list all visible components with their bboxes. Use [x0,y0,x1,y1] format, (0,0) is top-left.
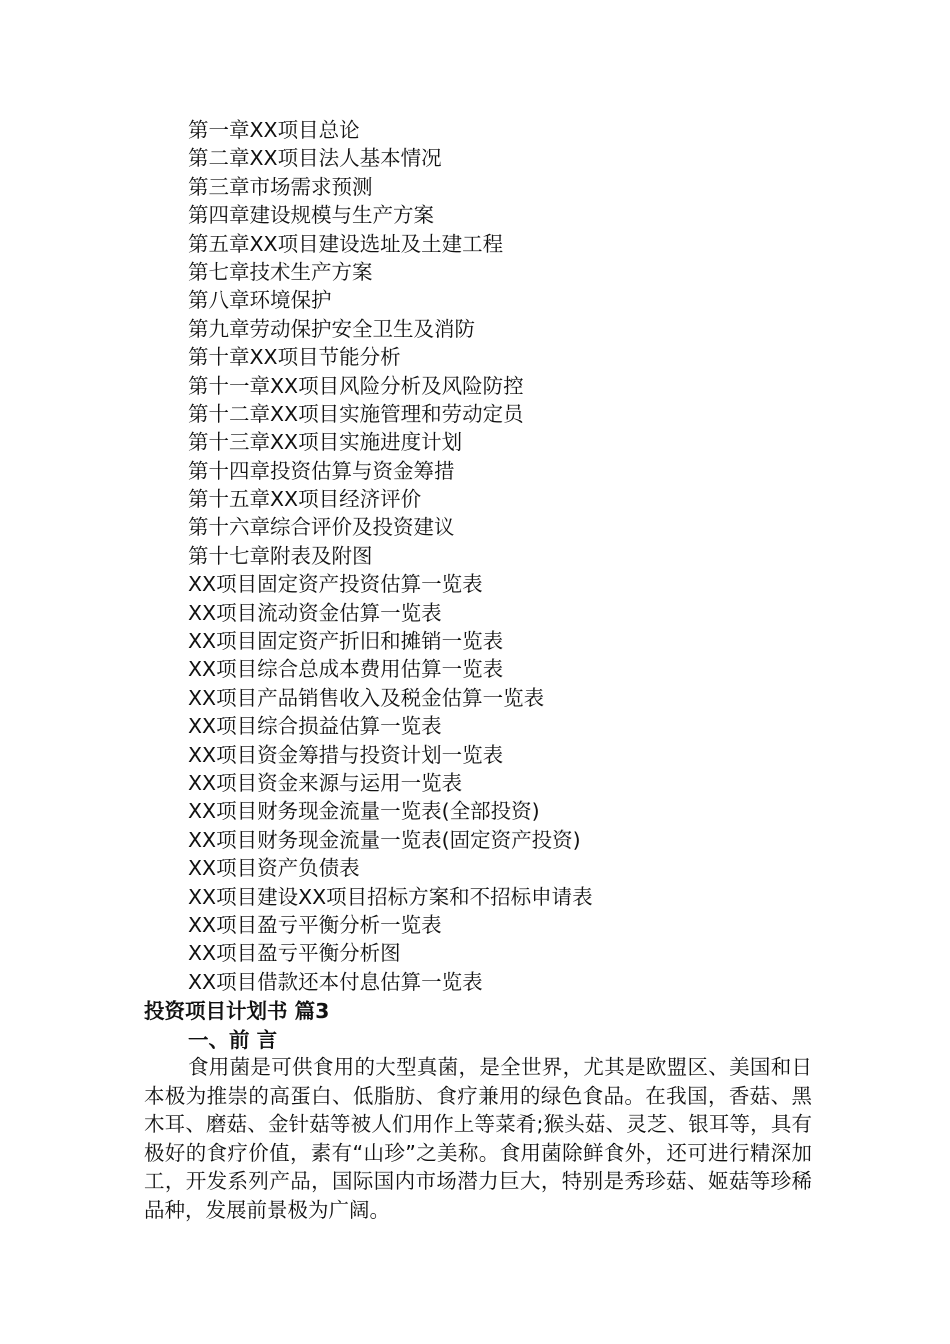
toc-item: XX项目流动资金估算一览表 [188,600,442,625]
toc-item: XX项目资金来源与运用一览表 [188,770,463,795]
body-paragraph: 食用菌是可供食用的大型真菌，是全世界，尤其是欧盟区、美国和日本极为推崇的高蛋白、低脂肪、食疗兼用的绿色食品。在我国，香菇、黑木耳、磨菇、金针菇等被人们用作上等菜肴;猴头菇、灵芝、银耳等，具有极好的食疗价值，素有“山珍”之美称。食用菌除鲜食外，还可进行精深加工，开发系列产品，国际国内市场潜力巨大，特别是秀珍菇、姬菇等珍稀品种，发展前景极为广阔。 [144,1055,812,1222]
toc-item: XX项目盈亏平衡分析一览表 [188,912,442,937]
toc-item: 第九章劳动保护安全卫生及消防 [188,316,475,341]
toc-item: XX项目固定资产折旧和摊销一览表 [188,629,504,654]
toc-item: 第十一章XX项目风险分析及风险防控 [188,373,524,398]
section-subtitle: 一、前 言 [188,1028,278,1052]
toc-item: 第十七章附表及附图 [188,543,373,568]
toc-item: XX项目固定资产投资估算一览表 [188,572,483,597]
toc-item: 第七章技术生产方案 [188,259,373,284]
toc-item: XX项目借款还本付息估算一览表 [188,969,483,994]
toc-item: 第十二章XX项目实施管理和劳动定员 [188,401,524,426]
toc-item: 第二章XX项目法人基本情况 [188,146,442,171]
toc-item: XX项目财务现金流量一览表(固定资产投资) [188,827,581,852]
toc-item: 第十章XX项目节能分析 [188,345,401,370]
toc-item: XX项目综合损益估算一览表 [188,714,442,739]
toc-item: 第十四章投资估算与资金筹措 [188,458,455,483]
toc-item: XX项目建设XX项目招标方案和不招标申请表 [188,884,593,909]
toc-item: XX项目财务现金流量一览表(全部投资) [188,799,540,824]
toc-item: 第一章XX项目总论 [188,118,360,142]
toc-item: 第十三章XX项目实施进度计划 [188,430,463,455]
toc-item: 第四章建设规模与生产方案 [188,203,434,228]
toc-item: 第十六章综合评价及投资建议 [188,515,455,540]
toc-item: 第十五章XX项目经济评价 [188,487,422,512]
toc-item: XX项目综合总成本费用估算一览表 [188,657,504,682]
toc-item: 第三章市场需求预测 [188,174,373,199]
section-title: 投资项目计划书 篇3 [144,999,330,1023]
table-of-contents [188,116,593,996]
toc-item: 第八章环境保护 [188,288,332,313]
toc-item: XX项目产品销售收入及税金估算一览表 [188,685,545,710]
toc-item: XX项目盈亏平衡分析图 [188,941,401,966]
toc-item: XX项目资产负债表 [188,856,360,881]
toc-item: 第五章XX项目建设选址及土建工程 [188,231,504,256]
toc-item: XX项目资金筹措与投资计划一览表 [188,742,504,767]
